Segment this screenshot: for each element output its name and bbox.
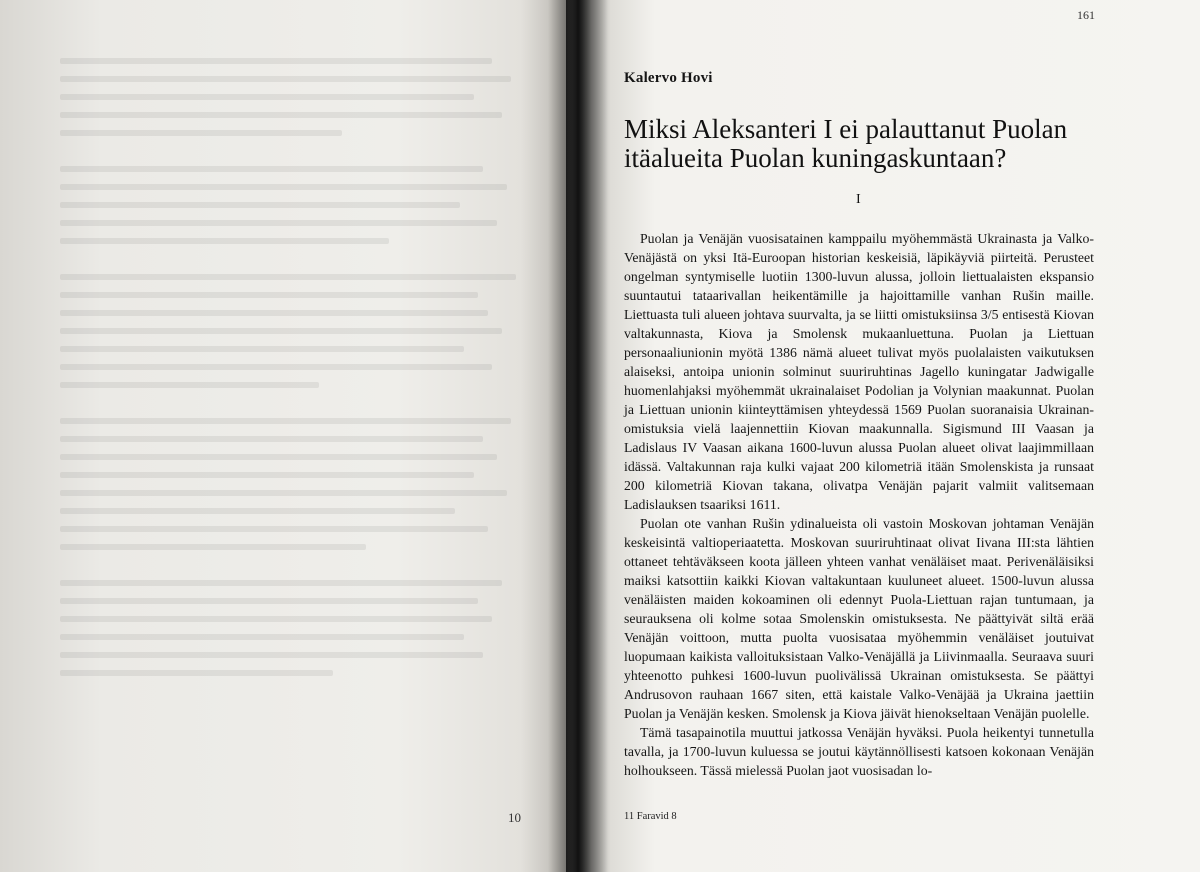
- page-number: 161: [1077, 8, 1095, 22]
- book-gutter: [548, 0, 608, 872]
- signature-mark: 11 Faravid 8: [624, 811, 677, 822]
- article-body: [624, 229, 1094, 780]
- page-number: 10: [508, 810, 521, 825]
- show-through-text: [60, 58, 530, 678]
- paragraph: Tämä tasapainotila muuttui jatkossa Venäjän hyväksi. Puola heikentyi tunnetulla tavalla, ja 1700-luvun kuluessa se joutui käytännöllisesti katsoen kokonaan Venäjän holhoukseen. Tässä mielessä Puolan jaot vuosisadan lo-: [624, 725, 1094, 778]
- left-page: [0, 0, 566, 872]
- paragraph: Puolan ote vanhan Rušin ydinalueista oli vastoin Moskovan johtaman Venäjän keskeisintä valtioperiaatetta. Moskovan suuriruhtinaat olivat Iivana III:sta lähtien ottaneet tehtäväkseen koota jälleen yhteen vanhat venäläiset maat. Perivenäläisiksi maiksi katsottiin kaikki Kiovan valtakuntaan kuuluneet alueet. 1500-luvun alussa venäläisten maiden kokoaminen oli edennyt Puola-Liettuan rajan tuntumaan, ja seurauksena oli kolme sotaa Smolenskin omistuksesta. Ne päättyivät siltä erää Venäjän voittoon, mutta puolta vuosisataa myöhemmin venäläiset joutuivat luopumaan kaikista valloituksistaan Valko-Venäjällä ja Liivinmaalla. Seuraava suuri yhteenotto puhkesi 1600-luvun puolivälissä Ukrainan omistuksesta. Se päättyi Andrusovon rauhaan 1667 siten, että kaistale Valko-Venäjää ja Ukraina jaettiin Puolan ja Venäjän kesken. Smolensk ja Kiova jäivät hienokseltaan Venäjän puolelle.: [624, 516, 1094, 721]
- paragraph: Puolan ja Venäjän vuosisatainen kamppailu myöhemmästä Ukrainasta ja Valko-Venäjästä on yksi Itä-Euroopan historian keskeisiä, läpikäyviä piirteitä. Perusteet ongelman syntymiselle luotiin 1300-luvun alussa, jolloin liettualaisten ekspansio suuntautui tataarivallan heikentämille ja hajoittamille vanhan Rušin maille. Liettuasta tuli alueen johtava suurvalta, ja se liitti omistuksiinsa 3/5 entisestä Kiovan valtakunnasta, Kiova ja Smolensk mukaanluettuna. Puolan ja Liettuan personaaliunionin myötä 1386 nämä alueet tulivat myös puolalaisten vaikutuksen alaiseksi, antoipa unionin solminut suuriruhtinas Jagello kuningatar Jadwigalle huomenlahjaksi myöhemmät ukrainalaiset Podolian ja Volynian maakunnat. Puolan ja Liettuan unionin kiinteyttämisen yhteydessä 1569 Puolan suoranaisia Ukrainan-omistuksia vielä laajennettiin Kiovan maakunnalla. Sigismund III Vaasan ja Ladislaus IV Vaasan aikana 1600-luvun alussa Puolan alueet olivat laajimmillaan idässä. Valtakunnan raja kulki vajaat 200 kilometriä itään Smolenskista ja runsaat 200 kilometriä Kiovan takana, olivatpa Venäjän pajarit valmiit valitsemaan Ladislauksen tsaariksi 1611.: [624, 231, 1094, 512]
- section-number: I: [856, 192, 861, 207]
- author-name: Kalervo Hovi: [624, 70, 713, 86]
- article-title: Miksi Aleksanteri I ei palauttanut Puolan itäalueita Puolan kuningaskuntaan?: [624, 114, 1068, 173]
